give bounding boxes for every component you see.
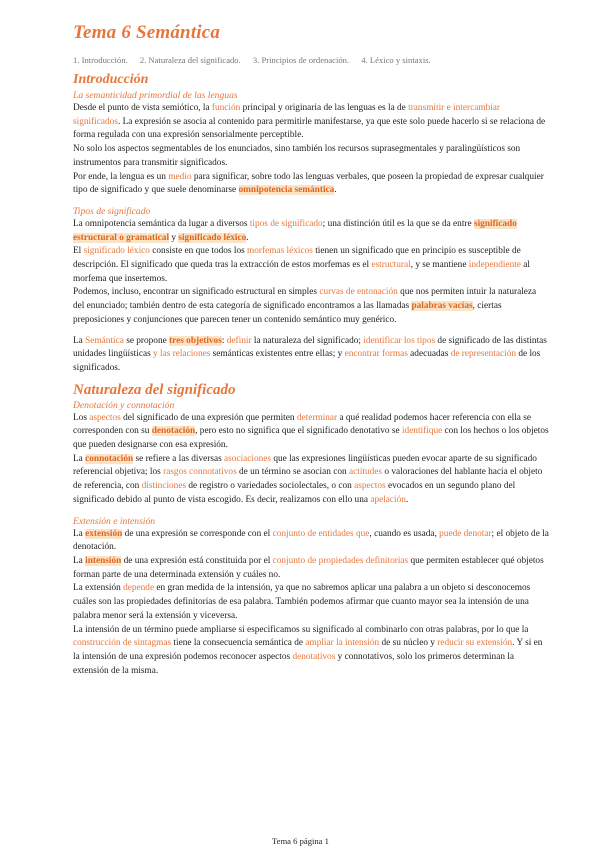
paragraph: La Semántica se propone tres objetivos: definir la naturaleza del significado; identificar los tipos de significado de las distintas unidades lingüísticas y las relaciones semánticas existentes entre ellas; y encontrar formas adecuadas de representación de los significados. — [73, 335, 547, 373]
paragraph: Por ende, la lengua es un medio para significar, sobre todo las lenguas verbales, que poseen la propiedad de expresar cualquier tipo de significado y que suele denominarse omnipotencia semántica. — [73, 171, 544, 196]
section-heading-naturaleza: Naturaleza del significado — [73, 381, 236, 398]
toc-item[interactable]: 3. Principios de ordenación. — [252, 55, 350, 65]
paragraph: La extensión depende en gran medida de la intensión, ya que no sabremos aplicar una palabra a un objeto si desconocemos cuáles son las propiedades definitorias de esa palabra. También podemos afirmar que cuanto mayor sea la intensión de una palabra menor será la extensión y viceversa. — [73, 583, 531, 621]
document-body — [73, 70, 549, 678]
paragraph: El significado léxico consiste en que todos los morfemas léxicos tienen un significado que en principio es susceptible de descripción. El significado que queda tras la extracción de estos morfemas es el estructural, y se mantiene independiente al morfema que insertemos. — [73, 246, 530, 284]
subsection-heading: Extensión e intensión — [73, 515, 156, 527]
paragraph: Los aspectos del significado de una expresión que permiten determinar a qué realidad podemos hacer referencia con ella se corresponden con su denotación, pero esto no significa que el significado denotativo se identifique con los hechos o los objetos que pueden designarse con esa expresión. — [73, 412, 549, 451]
page-footer: Tema 6 página 1 — [272, 836, 329, 846]
toc-item[interactable]: 4. Léxico y sintaxis. — [361, 55, 431, 65]
paragraph: La omnipotencia semántica da lugar a diversos tipos de significado; una distinción útil es la que se da entre significado estructural o gramatical y significado léxico. — [73, 218, 517, 243]
table-of-contents — [73, 55, 441, 65]
subsection-heading: Denotación y connotación — [73, 399, 175, 411]
section-heading-introduccion: Introducción — [73, 72, 149, 87]
document-title: Tema 6 Semántica — [73, 22, 221, 43]
paragraph: La intensión de un término puede ampliarse si especificamos su significado al combinarlo con otras palabras, por lo que la construcción de sintagmas tiene la consecuencia semántica de ampliar la intensión de su núcleo y reducir su extensión. Y si en la intensión de una expresión podemos reconocer aspectos denotativos y connotativos, solo los primeros determinan la extensión de la misma. — [73, 624, 543, 676]
paragraph: No solo los aspectos segmentables de los enunciados, sino también los recursos suprasegmentales y paralingüísticos son instrumentos para transmitir significados. — [73, 144, 521, 168]
subsection-heading: Tipos de significado — [73, 205, 151, 217]
paragraph: Podemos, incluso, encontrar un significado estructural en simples curvas de entonación que nos permiten intuir la naturaleza del enunciado; también dentro de esta categoría de significado encontramos a las llamadas palabras vacías, ciertas preposiciones y conjunciones que parecen tener un contenido semántico muy genérico. — [73, 287, 537, 325]
toc-item[interactable]: 2. Naturaleza del significado. — [139, 55, 241, 65]
subsection-heading: La semanticidad primordial de las lenguas — [73, 90, 238, 101]
paragraph: Desde el punto de vista semiótico, la función principal y originaria de las lenguas es la de transmitir e intercambiar significados. La expresión se asocia al contenido para permitirle manifestarse, ya que este solo puede hacerlo si se relaciona de forma regulada con una expresión sensorialmente perceptible. — [73, 103, 546, 141]
toc-item[interactable]: 1. Introducción. — [73, 55, 128, 65]
paragraph: La extensión de una expresión se corresponde con el conjunto de entidades que, cuando es usada, puede denotar; el objeto de la denotación. — [73, 528, 549, 553]
paragraph: La connotación se refiere a las diversas asociaciones que las expresiones lingüísticas pueden evocar aparte de su significado referencial objetiva; los rasgos connotativos de un término se asocian con actitudes o valoraciones del hablante hacia el objeto de referencia, con distinciones de registro o variedades sociolectales, o con aspectos evocados en un segundo plano del significado debido al punto de vista escogido. Es decir, realizamos con ello una apelación. — [73, 453, 543, 505]
paragraph: La intensión de una expresión está constituida por el conjunto de propiedades definitorias que permiten establecer qué objetos forman parte de una determinada extensión y cuáles no. — [73, 555, 544, 580]
